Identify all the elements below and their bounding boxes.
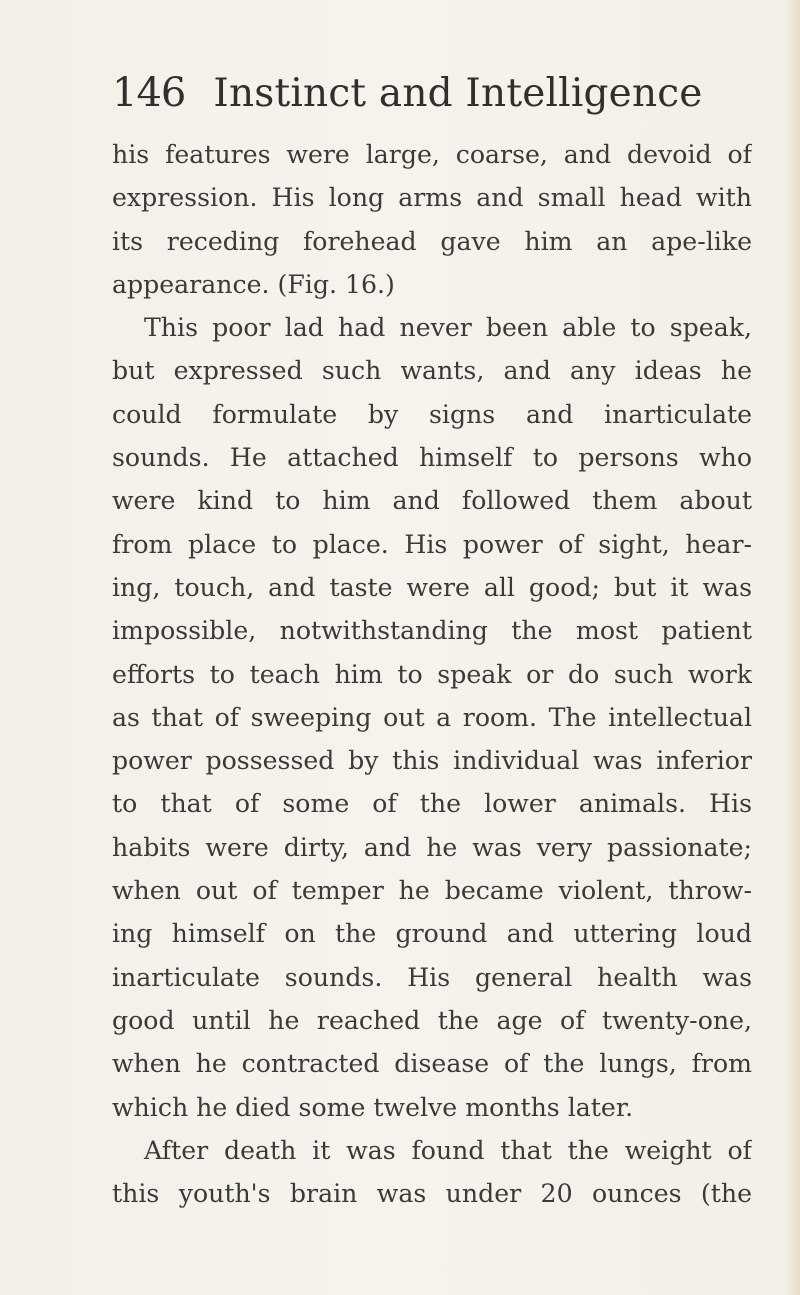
- text-line: efforts to teach him to speak or do such work: [112, 659, 752, 689]
- page-number: 146: [112, 70, 186, 116]
- body-text: [112, 133, 752, 1215]
- text-line: which he died some twelve months later.: [112, 1092, 634, 1122]
- text-line: from place to place. His power of sight, hear-: [112, 529, 752, 559]
- running-header: [112, 70, 752, 130]
- text-line: This poor lad had never been able to speak,: [144, 313, 752, 343]
- running-title: Instinct and Intelligence: [213, 71, 703, 116]
- text-line: its receding forehead gave him an ape-like: [112, 226, 752, 256]
- text-line: inarticulate sounds. His general health was: [112, 962, 752, 992]
- text-line: were kind to him and followed them about: [112, 486, 752, 516]
- text-line: could formulate by signs and inarticulate: [112, 399, 752, 429]
- text-line: ing himself on the ground and uttering loud: [112, 919, 752, 949]
- text-line: expression. His long arms and small head with: [112, 183, 752, 213]
- page-edge-shading: [786, 0, 800, 1295]
- text-line: his features were large, coarse, and devoid of: [112, 140, 752, 169]
- text-line: when he contracted disease of the lungs, from: [112, 1049, 752, 1079]
- text-line: habits were dirty, and he was very passionate;: [112, 832, 752, 862]
- text-line: when out of temper he became violent, throw-: [112, 876, 752, 906]
- text-line: but expressed such wants, and any ideas he: [112, 356, 752, 386]
- text-line: appearance. (Fig. 16.): [112, 269, 395, 299]
- text-line: as that of sweeping out a room. The intellectual: [112, 702, 752, 732]
- text-line: After death it was found that the weight of: [144, 1135, 752, 1165]
- text-line: to that of some of the lower animals. His: [112, 789, 752, 819]
- text-line: good until he reached the age of twenty-one,: [112, 1005, 752, 1035]
- text-line: power possessed by this individual was inferior: [112, 746, 752, 776]
- text-line: this youth's brain was under 20 ounces (the: [112, 1179, 752, 1209]
- text-line: impossible, notwithstanding the most patient: [112, 616, 752, 646]
- text-line: sounds. He attached himself to persons who: [112, 443, 752, 473]
- text-line: ing, touch, and taste were all good; but it was: [112, 572, 752, 602]
